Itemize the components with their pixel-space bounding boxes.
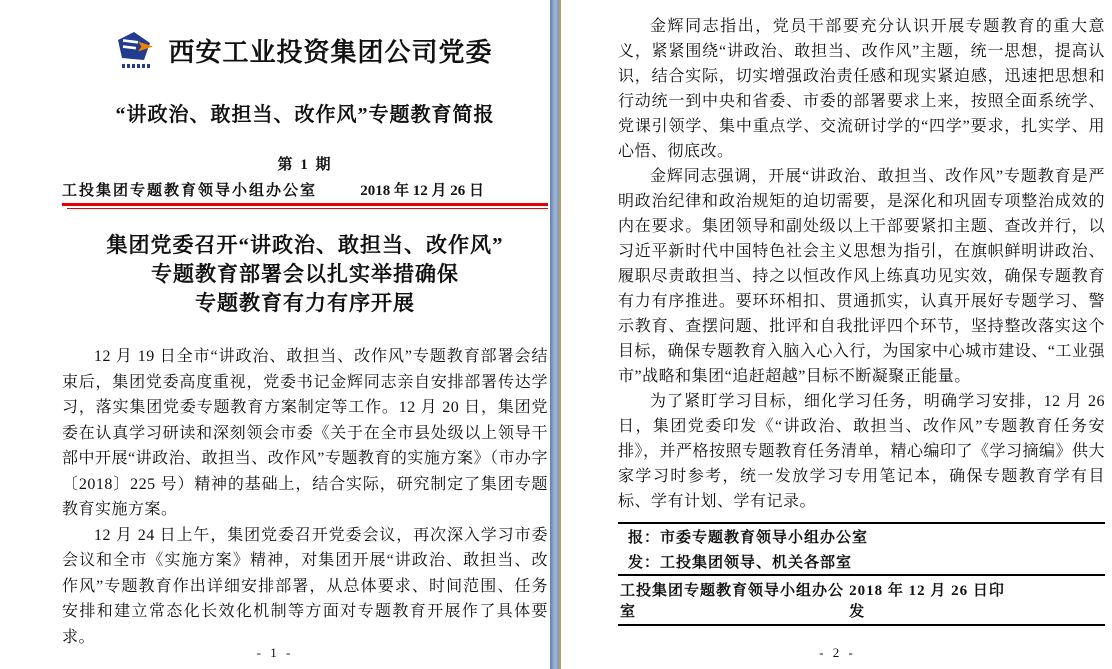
distribution-footer bbox=[618, 522, 1105, 626]
article-body-page-2 bbox=[618, 14, 1105, 514]
article-body-page-1 bbox=[62, 344, 548, 650]
document-page-2 bbox=[563, 0, 1112, 669]
footer-imprint-row bbox=[618, 574, 1105, 624]
org-title: 西安工业投资集团公司党委 bbox=[168, 37, 493, 67]
masthead-rule bbox=[62, 203, 548, 209]
page-number: - 2 - bbox=[819, 645, 856, 660]
bulletin-subtitle: “讲政治、敢担当、改作风”专题教育简报 bbox=[115, 104, 495, 126]
footer-report-line: 报：市委专题教育领导小组办公室 bbox=[628, 530, 869, 546]
page-divider bbox=[550, 0, 561, 669]
issue-info-row bbox=[62, 179, 548, 200]
footer-distribute-line: 发：工投集团领导、机关各部室 bbox=[628, 555, 853, 571]
issuer-name: 工投集团专题教育领导小组办公室 bbox=[62, 183, 318, 199]
footer-print-date: 2018 年 12 月 26 日印发 bbox=[849, 583, 1005, 620]
masthead-rule-thin bbox=[67, 208, 548, 209]
org-logo-icon bbox=[118, 32, 154, 62]
body-paragraph: 为了紧盯学习目标，细化学习任务，明确学习安排，12 月 26 日，集团党委印发《“讲政治、敢担当、改作风”专题教育任务安排》，并严格按照专题教育任务清单，精心编印了《学习摘编》供大家学习时参考，统一发放学习专用笔记本，确保专题教育学有目标、学有计划、学有记录。 bbox=[618, 393, 1106, 510]
org-logo bbox=[117, 32, 155, 68]
issue-date: 2018 年 12 月 26 日 bbox=[360, 183, 484, 199]
headline-line-3: 专题教育有力有序开展 bbox=[195, 291, 415, 315]
org-logo-caption bbox=[122, 64, 150, 68]
body-paragraph: 金辉同志强调，开展“讲政治、敢担当、改作风”专题教育是严明政治纪律和政治规矩的迫切需要，是深化和巩固专项整治成效的内在要求。集团领导和副处级以上干部要紧扣主题、查改并行，以习近平新时代中国特色社会主义思想为指引，在旗帜鲜明讲政治、履职尽责敢担当、持之以恒改作风上练真功见实效，确保专题教育有力有序推进。要环环相扣、贯通抓实，认真开展好专题学习、警示教育、查摆问题、批评和自我批评四个环节，坚持整改落实这个目标，确保专题教育入脑入心入行，为国家中心城市建设、“工业强市”战略和集团“追赶超越”目标不断凝聚正能量。 bbox=[618, 168, 1105, 385]
body-paragraph: 12 月 24 日上午，集团党委召开党委会议，再次深入学习市委会议和全市《实施方案》精神，对集团开展“讲政治、敢担当、改作风”专题教育作出详细安排部署，从总体要求、时间范围、任务安排和建立常态化长效化机制等方面对专题教育开展作了具体要求。 bbox=[62, 526, 548, 646]
article-headline bbox=[62, 231, 548, 318]
headline-line-2: 专题教育部署会以扎实举措确保 bbox=[151, 262, 459, 286]
body-paragraph: 金辉同志指出，党员干部要充分认识开展专题教育的重大意义，紧紧围绕“讲政治、敢担当、改作风”主题，统一思想，提高认识，结合实际，切实增强政治责任感和现实紧迫感，迅速把思想和行动统一到中央和省委、市委的部署要求上来，按照全面系统学、党课引领学、集中重点学、交流研讨学的“四学”要求，扎实学、用心悟、彻底改。 bbox=[618, 18, 1105, 160]
masthead bbox=[62, 28, 548, 72]
document-page-1 bbox=[0, 0, 550, 669]
page-number: - 1 - bbox=[256, 645, 294, 660]
body-paragraph: 12 月 19 日全市“讲政治、敢担当、改作风”专题教育部署会结束后，集团党委高度重视，党委书记金辉同志亲自安排部署传达学习，落实集团党委专题教育方案制定等工作。12 月 20 日，集团党委在认真学习研读和深刻领会市委《关于在全市县处级以上领导干部中开展“讲政治、敢担当、改作风”专题教育的实施方案》（市办字〔2018〕225 号）精神的基础上，结合实际，研究制定了集团专题教育实施方案。 bbox=[62, 348, 548, 518]
headline-line-1: 集团党委召开“讲政治、敢担当、改作风” bbox=[106, 233, 504, 257]
masthead-rule-thick bbox=[62, 203, 548, 206]
footer-issuer: 工投集团专题教育领导小组办公室 bbox=[620, 583, 845, 620]
issue-number: 第 1 期 bbox=[277, 157, 333, 173]
